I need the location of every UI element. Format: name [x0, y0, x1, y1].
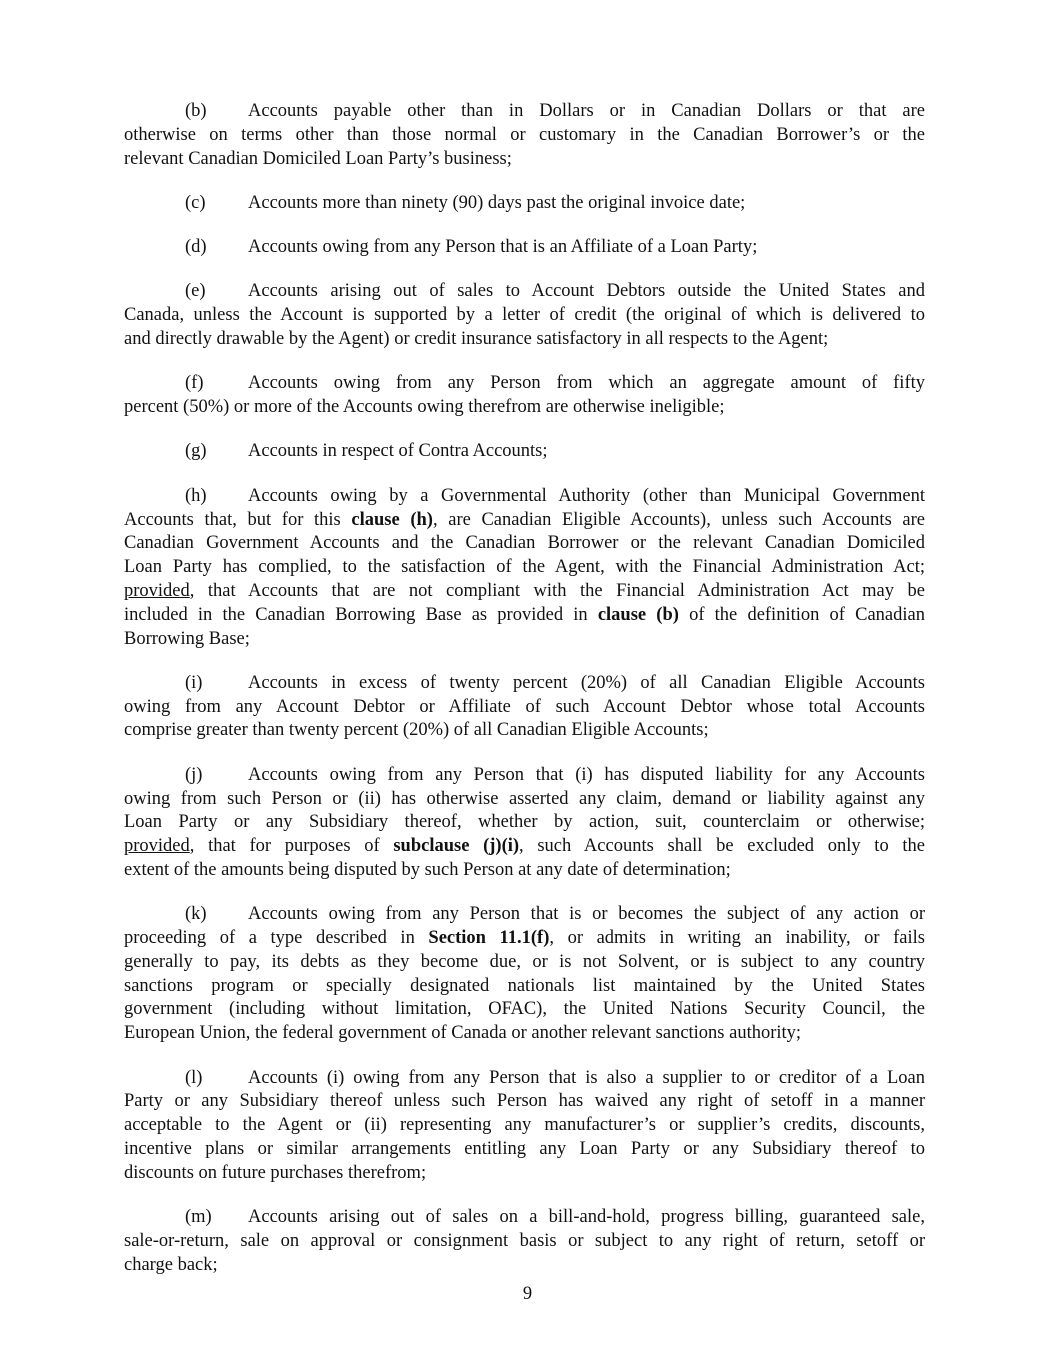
bold-reference: Section 11.1(f): [428, 928, 550, 949]
clause-paragraph: [124, 100, 925, 171]
text-line: [124, 1138, 925, 1162]
text-line: [124, 951, 925, 975]
clause-paragraph: [124, 440, 925, 464]
text-segment: Accounts arising out of sales to Account Debtors outside the United States and: [248, 281, 925, 302]
clause-paragraph: [124, 485, 925, 652]
text-line: [124, 328, 925, 352]
clause-text: [248, 280, 925, 304]
text-segment: sanctions program or specially designated nationals list maintained by the United States: [124, 975, 925, 996]
text-line: [124, 927, 925, 951]
text-segment: government (including without limitation, OFAC), the United Nations Security Council, the: [124, 999, 925, 1020]
text-line: [124, 532, 925, 556]
clause-label: (g): [185, 441, 207, 462]
text-segment: Accounts payable other than in Dollars or in Canadian Dollars or that are: [248, 101, 925, 121]
text-segment: acceptable to the Agent or (ii) representing any manufacturer’s or supplier’s credits, discounts,: [124, 1115, 925, 1136]
text-segment: Accounts owing from any Person that (i) has disputed liability for any Accounts: [248, 764, 925, 785]
clause-paragraph: [124, 903, 925, 1046]
text-segment: Accounts in respect of Contra Accounts;: [248, 441, 548, 462]
text-line: [124, 1206, 925, 1230]
text-segment: , that Accounts that are not compliant with the Financial Administration Act may be: [189, 580, 925, 601]
text-line: [124, 304, 925, 328]
clause-label: (f): [185, 373, 204, 394]
clause-text: [248, 485, 925, 509]
text-line: [124, 696, 925, 720]
text-segment: , are Canadian Eligible Accounts), unless such Accounts are: [432, 509, 925, 530]
text-segment: Accounts arising out of sales on a bill-and-hold, progress billing, guaranteed sale,: [248, 1206, 925, 1227]
text-segment: , that for purposes of: [189, 836, 394, 857]
clause-paragraph: [124, 1206, 925, 1277]
underlined-term: provided: [124, 580, 190, 601]
clause-paragraph: [124, 1067, 925, 1186]
text-line: [124, 1022, 925, 1046]
clause-label: (b): [185, 101, 207, 121]
text-segment: discounts on future purchases therefrom;: [124, 1162, 427, 1183]
text-segment: Accounts owing from any Person that is an Affiliate of a Loan Party;: [248, 237, 758, 258]
clause-label: (d): [185, 237, 207, 258]
text-line: [124, 835, 925, 859]
text-line: [124, 903, 925, 927]
clause-paragraph: [124, 280, 925, 351]
text-line: [124, 859, 925, 883]
clause-text: [248, 440, 925, 464]
clause-label: (l): [185, 1067, 203, 1088]
text-line: [124, 509, 925, 533]
text-segment: owing from such Person or (ii) has otherwise asserted any claim, demand or liability against any: [124, 788, 925, 809]
clause-text: [248, 903, 925, 927]
clause-text: [248, 1067, 925, 1091]
clause-text: [248, 236, 925, 260]
text-line: [124, 124, 925, 148]
text-line: [124, 148, 925, 172]
text-segment: Accounts in excess of twenty percent (20%) of all Canadian Eligible Accounts: [248, 672, 925, 693]
clause-text: [248, 764, 925, 788]
text-line: [124, 396, 925, 420]
text-segment: incentive plans or similar arrangements entitling any Loan Party or any Subsidiary thereof to: [124, 1138, 925, 1159]
text-line: [124, 485, 925, 509]
text-segment: otherwise on terms other than those normal or customary in the Canadian Borrower’s or the: [124, 124, 925, 145]
text-line: [124, 1230, 925, 1254]
text-segment: owing from any Account Debtor or Affiliate of such Account Debtor whose total Accounts: [124, 696, 925, 717]
text-segment: sale-or-return, sale on approval or consignment basis or subject to any right of return, setoff or: [124, 1230, 925, 1251]
clause-text: [248, 100, 925, 124]
text-segment: charge back;: [124, 1254, 218, 1275]
bold-reference: clause (b): [597, 604, 679, 625]
text-line: [124, 556, 925, 580]
clause-paragraph: [124, 764, 925, 883]
text-line: [124, 100, 925, 124]
clause-label: (k): [185, 904, 207, 925]
text-line: [124, 764, 925, 788]
text-line: [124, 604, 925, 628]
clause-paragraph: [124, 672, 925, 743]
clause-label: (c): [185, 192, 206, 213]
text-segment: generally to pay, its debts as they become due, or is not Solvent, or is subject to any country: [124, 951, 925, 972]
text-segment: Loan Party has complied, to the satisfaction of the Agent, with the Financial Administration Act;: [124, 557, 925, 578]
bold-reference: clause (h): [351, 509, 433, 530]
text-line: [124, 1090, 925, 1114]
text-line: [124, 1067, 925, 1091]
clause-text: [248, 372, 925, 396]
text-line: [124, 975, 925, 999]
underlined-term: provided: [124, 836, 190, 857]
clause-label: (j): [185, 764, 203, 785]
clause-paragraph: [124, 372, 925, 420]
text-segment: Accounts more than ninety (90) days past the original invoice date;: [248, 192, 746, 213]
clause-paragraph: [124, 192, 925, 216]
text-line: [124, 788, 925, 812]
text-segment: of the definition of Canadian: [678, 604, 925, 625]
text-segment: Accounts that, but for this: [124, 509, 352, 530]
text-segment: Canadian Government Accounts and the Canadian Borrower or the relevant Canadian Domiciled: [124, 533, 925, 554]
text-line: [124, 372, 925, 396]
text-segment: percent (50%) or more of the Accounts owing therefrom are otherwise ineligible;: [124, 397, 725, 418]
text-segment: relevant Canadian Domiciled Loan Party’s business;: [124, 148, 512, 169]
text-line: [124, 280, 925, 304]
text-line: [124, 192, 925, 216]
text-segment: and directly drawable by the Agent) or credit insurance satisfactory in all respects to the Agent;: [124, 329, 829, 350]
text-segment: European Union, the federal government of Canada or another relevant sanctions authority;: [124, 1023, 802, 1044]
text-segment: Loan Party or any Subsidiary thereof, whether by action, suit, counterclaim or otherwise;: [124, 812, 925, 833]
text-segment: extent of the amounts being disputed by such Person at any date of determination;: [124, 859, 731, 880]
text-segment: , such Accounts shall be excluded only to the: [519, 836, 925, 857]
clause-text: [248, 1206, 925, 1230]
clause-text: [248, 192, 925, 216]
text-line: [124, 1162, 925, 1186]
clause-text: [248, 672, 925, 696]
text-line: [124, 236, 925, 260]
clause-label: (h): [185, 485, 207, 506]
clause-label: (e): [185, 281, 206, 302]
text-segment: included in the Canadian Borrowing Base as provided in: [124, 604, 598, 625]
text-line: [124, 1114, 925, 1138]
text-line: [124, 1254, 925, 1278]
text-segment: Accounts owing by a Governmental Authority (other than Municipal Government: [248, 485, 925, 506]
text-segment: Accounts owing from any Person that is or becomes the subject of any action or: [248, 904, 925, 925]
clause-label: (m): [185, 1206, 212, 1227]
clause-paragraph: [124, 236, 925, 260]
text-segment: , or admits in writing an inability, or fails: [549, 928, 925, 949]
text-segment: Borrowing Base;: [124, 628, 250, 649]
text-segment: Accounts owing from any Person from which an aggregate amount of fifty: [248, 373, 925, 394]
page-number: 9: [522, 1284, 533, 1304]
text-line: [124, 440, 925, 464]
document-body: [124, 100, 925, 1298]
text-line: [124, 811, 925, 835]
text-segment: Accounts (i) owing from any Person that is also a supplier to or creditor of a Loan: [248, 1067, 925, 1088]
text-line: [124, 628, 925, 652]
bold-reference: subclause (j)(i): [393, 836, 520, 857]
text-segment: Canada, unless the Account is supported by a letter of credit (the original of which is delivered to: [124, 305, 925, 326]
text-segment: Party or any Subsidiary thereof unless such Person has waived any right of setoff in a manner: [124, 1091, 925, 1112]
text-line: [124, 998, 925, 1022]
text-line: [124, 580, 925, 604]
text-segment: comprise greater than twenty percent (20%) of all Canadian Eligible Accounts;: [124, 720, 709, 741]
text-line: [124, 719, 925, 743]
text-segment: proceeding of a type described in: [124, 928, 429, 949]
clause-label: (i): [185, 672, 203, 693]
text-line: [124, 672, 925, 696]
